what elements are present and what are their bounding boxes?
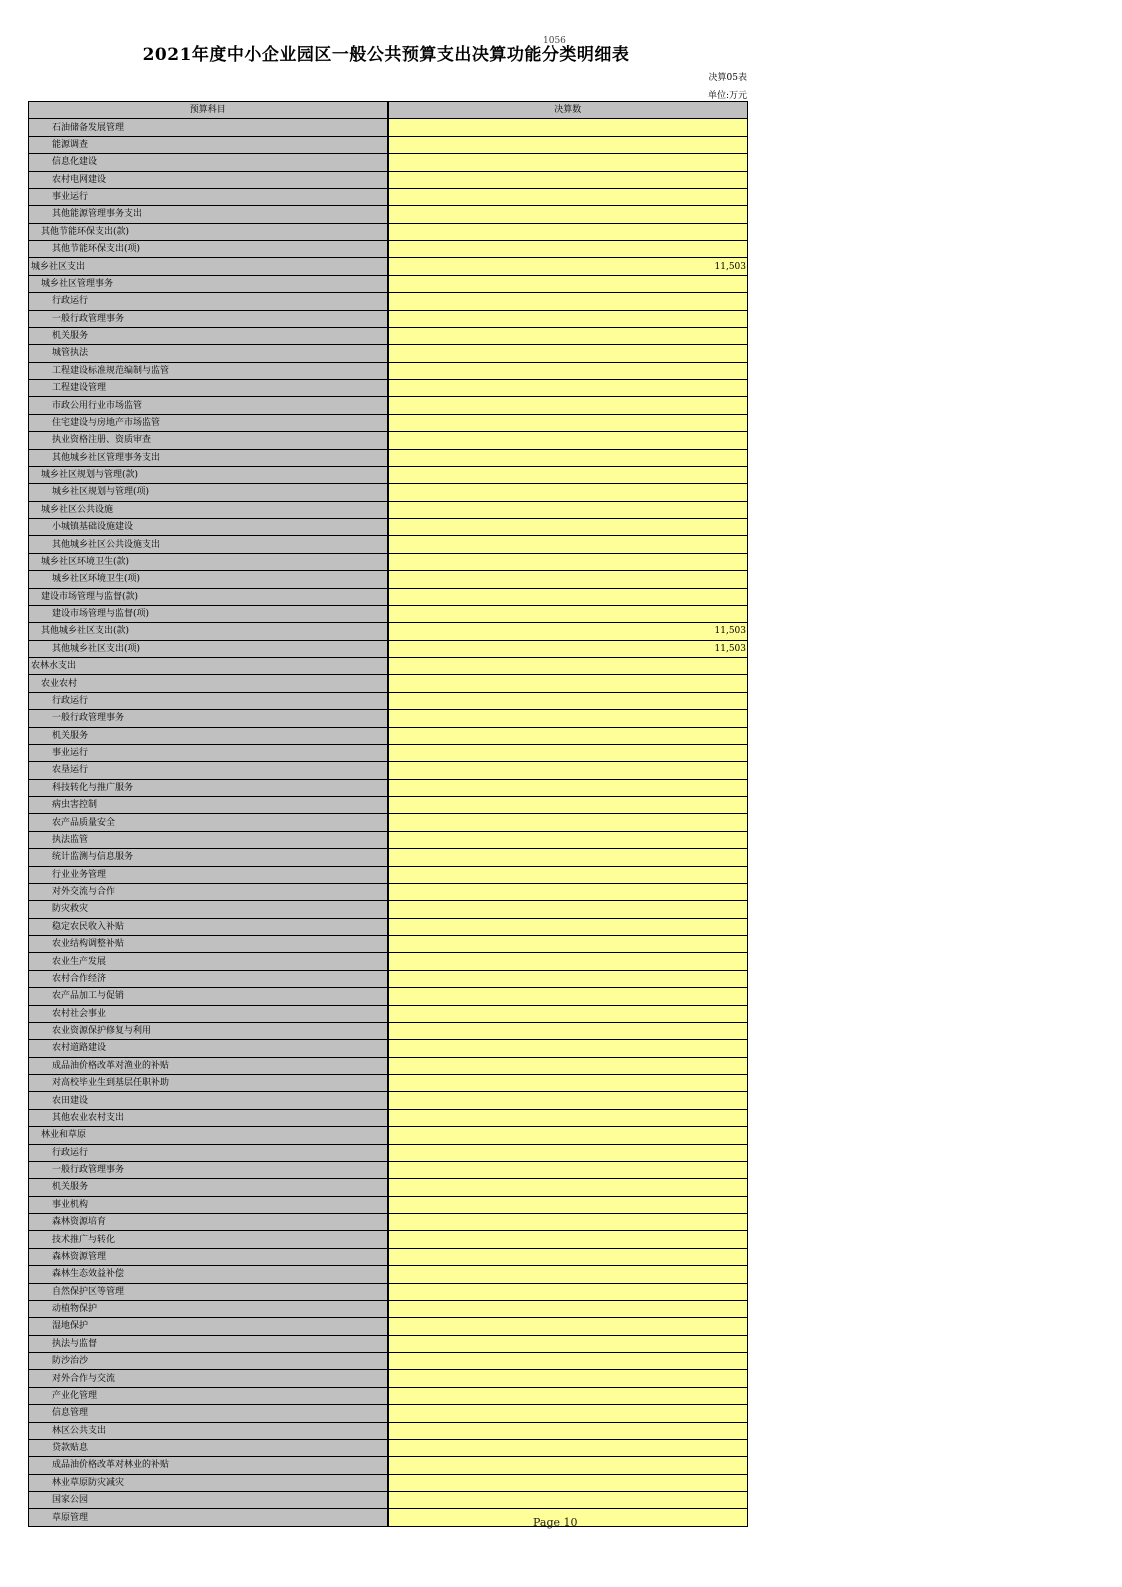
budget-item-label: 动植物保护 [29,1300,388,1317]
budget-item-label: 其他能源管理事务支出 [29,206,388,223]
budget-item-label: 机关服务 [29,327,388,344]
table-row [29,1161,748,1178]
table-row [29,519,748,536]
amount-cell [388,1231,748,1248]
table-row [29,1335,748,1352]
budget-item-label: 农产品质量安全 [29,814,388,831]
budget-item-label: 市政公用行业市场监管 [29,397,388,414]
table-row [29,1439,748,1456]
table-row [29,675,748,692]
budget-item-label: 林区公共支出 [29,1422,388,1439]
amount-cell [388,1405,748,1422]
amount-cell [388,744,748,761]
table-row [29,1109,748,1126]
budget-item-label: 行业业务管理 [29,866,388,883]
budget-item-label: 执法监管 [29,831,388,848]
budget-item-label: 农业资源保护修复与利用 [29,1022,388,1039]
table-row [29,1509,748,1526]
amount-cell [388,1005,748,1022]
budget-item-label: 城乡社区管理事务 [29,275,388,292]
budget-item-label: 住宅建设与房地产市场监管 [29,414,388,431]
table-row [29,188,748,205]
table-row [29,414,748,431]
amount-cell [388,1092,748,1109]
table-row [29,658,748,675]
table-row [29,362,748,379]
amount-cell [388,1353,748,1370]
budget-item-label: 信息化建设 [29,154,388,171]
table-row [29,484,748,501]
budget-item-label: 对外交流与合作 [29,883,388,900]
budget-item-label: 农产品加工与促销 [29,988,388,1005]
budget-item-label: 森林生态效益补偿 [29,1266,388,1283]
table-row [29,814,748,831]
table-row [29,1075,748,1092]
table-row [29,258,748,275]
table-row [29,536,748,553]
column-header-item: 预算科目 [29,102,388,119]
budget-item-label: 林业和草原 [29,1127,388,1144]
table-row [29,136,748,153]
budget-item-label: 城乡社区公共设施 [29,501,388,518]
budget-item-label: 城管执法 [29,345,388,362]
table-row [29,1057,748,1074]
amount-cell [388,223,748,240]
budget-item-label: 机关服务 [29,1179,388,1196]
budget-item-label: 成品油价格改革对渔业的补贴 [29,1057,388,1074]
table-row [29,310,748,327]
amount-cell [388,1457,748,1474]
amount-cell [388,814,748,831]
amount-cell [388,866,748,883]
budget-item-label: 成品油价格改革对林业的补贴 [29,1457,388,1474]
amount-cell [388,1283,748,1300]
amount-cell [388,1196,748,1213]
amount-cell [388,1387,748,1404]
budget-item-label: 城乡社区环境卫生(项) [29,571,388,588]
budget-item-label: 贷款贴息 [29,1439,388,1456]
budget-table [28,101,748,1527]
amount-cell [388,918,748,935]
table-row [29,849,748,866]
table-row [29,449,748,466]
budget-item-label: 小城镇基础设施建设 [29,519,388,536]
table-row [29,1266,748,1283]
budget-item-label: 一般行政管理事务 [29,310,388,327]
form-number: 决算05表 [708,73,747,83]
budget-item-label: 其他农业农村支出 [29,1109,388,1126]
amount-cell [388,414,748,431]
budget-item-label: 农业结构调整补贴 [29,936,388,953]
budget-item-label: 农垦运行 [29,762,388,779]
table-row [29,223,748,240]
table-row [29,605,748,622]
amount-cell [388,397,748,414]
amount-cell [388,692,748,709]
budget-item-label: 城乡社区环境卫生(款) [29,553,388,570]
budget-item-label: 其他城乡社区管理事务支出 [29,449,388,466]
amount-cell [388,484,748,501]
amount-cell [388,1266,748,1283]
budget-item-label: 工程建设管理 [29,380,388,397]
table-row [29,779,748,796]
table-row [29,588,748,605]
table-row [29,1370,748,1387]
budget-item-label: 执业资格注册、资质审查 [29,432,388,449]
amount-cell [388,1318,748,1335]
amount-cell [388,1439,748,1456]
budget-item-label: 城乡社区规划与管理(款) [29,466,388,483]
table-row [29,623,748,640]
budget-item-label: 对外合作与交流 [29,1370,388,1387]
table-row [29,1318,748,1335]
amount-cell [388,1300,748,1317]
budget-item-label: 防沙治沙 [29,1353,388,1370]
amount-cell [388,362,748,379]
amount-cell [388,1022,748,1039]
table-row [29,275,748,292]
table-row [29,727,748,744]
table-row [29,432,748,449]
table-row [29,345,748,362]
table-row [29,1022,748,1039]
table-row [29,293,748,310]
amount-cell [388,936,748,953]
budget-item-label: 工程建设标准规范编制与监管 [29,362,388,379]
budget-item-label: 农田建设 [29,1092,388,1109]
budget-item-label: 其他城乡社区公共设施支出 [29,536,388,553]
amount-cell [388,658,748,675]
budget-item-label: 国家公园 [29,1492,388,1509]
table-row [29,762,748,779]
budget-item-label: 事业运行 [29,744,388,761]
amount-cell [388,1075,748,1092]
amount-cell [388,1161,748,1178]
table-row [29,501,748,518]
amount-cell [388,1370,748,1387]
amount-cell [388,188,748,205]
budget-item-label: 石油储备发展管理 [29,119,388,136]
budget-item-label: 森林资源管理 [29,1248,388,1265]
table-row [29,1127,748,1144]
budget-item-label: 统计监测与信息服务 [29,849,388,866]
amount-cell [388,762,748,779]
budget-item-label: 其他城乡社区支出(款) [29,623,388,640]
amount-cell [388,1422,748,1439]
amount-cell [388,710,748,727]
amount-cell [388,605,748,622]
amount-cell [388,849,748,866]
amount-cell [388,501,748,518]
budget-item-label: 农村电网建设 [29,171,388,188]
table-header-row [29,102,748,119]
table-row [29,883,748,900]
table-row [29,1005,748,1022]
amount-cell [388,119,748,136]
table-row [29,1214,748,1231]
budget-item-label: 防灾救灾 [29,901,388,918]
amount-cell [388,1248,748,1265]
budget-item-label: 林业草原防灾减灾 [29,1474,388,1491]
table-row [29,866,748,883]
amount-cell [388,1335,748,1352]
amount-cell [388,310,748,327]
budget-item-label: 机关服务 [29,727,388,744]
table-row [29,1405,748,1422]
amount-cell [388,1040,748,1057]
table-row [29,744,748,761]
table-row [29,1231,748,1248]
table-row [29,327,748,344]
table-row [29,640,748,657]
table-row [29,1474,748,1491]
amount-cell [388,449,748,466]
budget-item-label: 农村社会事业 [29,1005,388,1022]
unit-label: 单位:万元 [707,91,747,101]
table-row [29,953,748,970]
budget-item-label: 农村道路建设 [29,1040,388,1057]
table-body [29,119,748,1526]
amount-cell: 11,503 [388,640,748,657]
table-row [29,1144,748,1161]
budget-item-label: 病虫害控制 [29,797,388,814]
table-row [29,119,748,136]
budget-item-label: 执法与监督 [29,1335,388,1352]
amount-cell [388,883,748,900]
budget-item-label: 森林资源培育 [29,1214,388,1231]
budget-item-label: 产业化管理 [29,1387,388,1404]
budget-item-label: 城乡社区支出 [29,258,388,275]
amount-cell [388,588,748,605]
amount-cell [388,154,748,171]
budget-item-label: 对高校毕业生到基层任职补助 [29,1075,388,1092]
table-row [29,206,748,223]
table-row [29,797,748,814]
budget-item-label: 自然保护区等管理 [29,1283,388,1300]
table-row [29,901,748,918]
amount-cell [388,779,748,796]
budget-item-label: 科技转化与推广服务 [29,779,388,796]
amount-cell [388,1474,748,1491]
table-row [29,710,748,727]
amount-cell [388,466,748,483]
budget-item-label: 农村合作经济 [29,970,388,987]
amount-cell [388,536,748,553]
amount-cell [388,275,748,292]
table-row [29,936,748,953]
amount-cell [388,571,748,588]
budget-item-label: 建设市场管理与监督(款) [29,588,388,605]
table-row [29,1179,748,1196]
budget-item-label: 行政运行 [29,1144,388,1161]
table-row [29,692,748,709]
budget-item-label: 草原管理 [29,1509,388,1526]
table-row [29,466,748,483]
budget-item-label: 农业农村 [29,675,388,692]
table-row [29,1457,748,1474]
amount-cell: 11,503 [388,623,748,640]
amount-cell [388,519,748,536]
budget-item-label: 建设市场管理与监督(项) [29,605,388,622]
table-row [29,988,748,1005]
table-row [29,1283,748,1300]
amount-cell [388,1127,748,1144]
table-row [29,1300,748,1317]
amount-cell [388,831,748,848]
table-row [29,553,748,570]
table-row [29,1092,748,1109]
amount-cell [388,136,748,153]
amount-cell [388,675,748,692]
table-row [29,571,748,588]
amount-cell [388,1109,748,1126]
amount-cell [388,1057,748,1074]
amount-cell [388,1179,748,1196]
amount-cell [388,345,748,362]
amount-cell [388,553,748,570]
table-row [29,831,748,848]
budget-item-label: 城乡社区规划与管理(项) [29,484,388,501]
table-row [29,1196,748,1213]
table-row [29,171,748,188]
budget-item-label: 一般行政管理事务 [29,710,388,727]
amount-cell [388,1214,748,1231]
amount-cell [388,432,748,449]
amount-cell [388,970,748,987]
amount-cell [388,901,748,918]
budget-item-label: 能源调查 [29,136,388,153]
page-number: Page 10 [533,1516,578,1529]
amount-cell [388,1144,748,1161]
amount-cell [388,953,748,970]
amount-cell [388,727,748,744]
budget-item-label: 其他节能环保支出(项) [29,241,388,258]
budget-item-label: 事业运行 [29,188,388,205]
table-row [29,1353,748,1370]
amount-cell [388,241,748,258]
amount-cell [388,206,748,223]
amount-cell [388,327,748,344]
budget-item-label: 一般行政管理事务 [29,1161,388,1178]
budget-item-label: 技术推广与转化 [29,1231,388,1248]
budget-item-label: 农业生产发展 [29,953,388,970]
budget-item-label: 行政运行 [29,692,388,709]
budget-item-label: 其他城乡社区支出(项) [29,640,388,657]
budget-item-label: 信息管理 [29,1405,388,1422]
amount-cell [388,380,748,397]
table-row [29,380,748,397]
top-mark: 1056 [543,36,566,46]
amount-cell [388,797,748,814]
budget-item-label: 湿地保护 [29,1318,388,1335]
column-header-amount: 决算数 [388,102,748,119]
budget-item-label: 行政运行 [29,293,388,310]
table-row [29,918,748,935]
budget-item-label: 事业机构 [29,1196,388,1213]
table-row [29,154,748,171]
table-row [29,1387,748,1404]
budget-item-label: 其他节能环保支出(款) [29,223,388,240]
table-row [29,1248,748,1265]
amount-cell [388,1492,748,1509]
amount-cell [388,171,748,188]
table-row [29,1040,748,1057]
amount-cell [388,988,748,1005]
amount-cell [388,293,748,310]
table-row [29,1492,748,1509]
amount-cell: 11,503 [388,258,748,275]
table-row [29,397,748,414]
page-title: 2021年度中小企业园区一般公共预算支出决算功能分类明细表 [142,45,630,65]
table-row [29,1422,748,1439]
budget-item-label: 农林水支出 [29,658,388,675]
budget-item-label: 稳定农民收入补贴 [29,918,388,935]
table-row [29,241,748,258]
table-row [29,970,748,987]
